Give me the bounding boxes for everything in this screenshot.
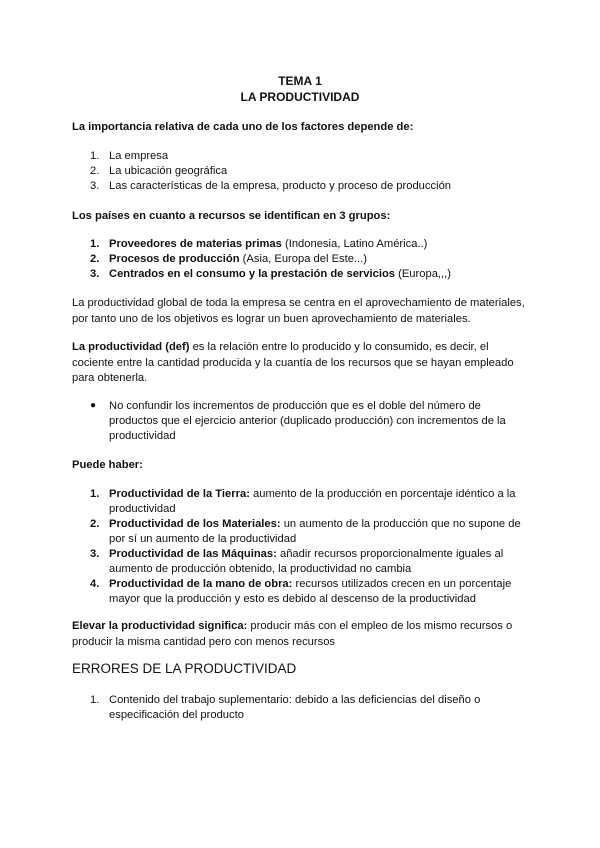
list-item-continued: mayor que la producción y esto es debido al descenso de la productividad [109, 593, 476, 605]
list-item-bold: Centrados en el consumo y la prestación de servicios [109, 268, 396, 280]
paragraph-line: La productividad global de toda la empresa se centra en el aprovechamiento de materiales, [72, 297, 525, 309]
list-number: 2. [90, 518, 100, 530]
paragraph-line: cociente entre la cantidad producida y la cuantía de los recursos que se hayan empleado [72, 357, 514, 369]
list-item: Las características de la empresa, producto y proceso de producción [109, 180, 452, 192]
list-item-rest: (Europa,,,) [395, 268, 451, 280]
list-item-rest: añadir recursos proporcionalmente iguales al [276, 548, 504, 560]
list-number: 1. [90, 694, 100, 706]
list-item-bold: Productividad de la mano de obra: [109, 578, 293, 590]
paragraph-line: producir la misma cantidad pero con menos recursos [72, 636, 336, 648]
paragraph-line [72, 618, 512, 635]
list-number: 3. [90, 548, 100, 560]
list-item-bold: Productividad de la Tierra: [109, 488, 250, 500]
list-item-rest: (Indonesia, Latino América..) [281, 238, 428, 250]
paragraph-text: es la relación entre lo producido y lo consumido, es decir, el [189, 341, 489, 353]
list-number: 1. [90, 150, 100, 162]
definition-term: La productividad (def) [72, 341, 190, 353]
list-item-rest: un aumento de la producción que no supone de [280, 518, 521, 530]
list-number: 3. [90, 180, 100, 192]
list-item-rest: recursos utilizados crecen en un porcentaje [292, 578, 512, 590]
list-item-bold: Proveedores de materias primas [109, 238, 282, 250]
note-line: productividad [109, 430, 176, 442]
list-item-bold: Productividad de las Máquinas: [109, 548, 277, 560]
section4-heading: ERRORES DE LA PRODUCTIVIDAD [72, 661, 297, 676]
list-number: 4. [90, 578, 100, 590]
list-item [109, 266, 451, 283]
list-item-continued: aumento de producción obtenido, la productividad no cambia [109, 563, 412, 575]
list-item-bold: Productividad de los Materiales: [109, 518, 281, 530]
list-item-continued: por sí un aumento de la productividad [109, 533, 297, 545]
list-number: 3. [90, 268, 100, 280]
list-item: La ubicación geográfica [109, 165, 228, 177]
paragraph-line: para obtenerla. [72, 372, 148, 384]
list-item-bold: Procesos de producción [109, 253, 240, 265]
bullet-icon: ● [90, 400, 97, 411]
note-line: No confundir los incrementos de producción que es el doble del número de [109, 400, 481, 412]
list-number: 1. [90, 238, 100, 250]
list-item: La empresa [109, 150, 169, 162]
page-title: TEMA 1 [278, 74, 322, 88]
paragraph-line [72, 339, 489, 356]
list-item: Contenido del trabajo suplementario: debido a las deficiencias del diseño o [109, 694, 481, 706]
note-line: productos que el ejercicio anterior (duplicado producción) con incrementos de la [109, 415, 506, 427]
page-subtitle: LA PRODUCTIVIDAD [240, 90, 360, 104]
list-item-rest: (Asia, Europa del Este...) [239, 253, 368, 265]
list-item-rest: aumento de la producción en porcentaje idéntico a la [249, 488, 516, 500]
paragraph-line: por tanto uno de los objetivos es lograr un buen aprovechamiento de materiales. [72, 313, 471, 325]
list-number: 2. [90, 253, 100, 265]
list-item-continued: productividad [109, 503, 176, 515]
section1-heading: La importancia relativa de cada uno de los factores depende de: [72, 121, 414, 133]
list-number: 2. [90, 165, 100, 177]
section3-heading: Puede haber: [72, 459, 143, 471]
list-number: 1. [90, 488, 100, 500]
paragraph-text: producir más con el empleo de los mismo recursos o [247, 620, 513, 632]
section2-heading: Los países en cuanto a recursos se identifican en 3 grupos: [72, 210, 391, 222]
list-item-continued: especificación del producto [109, 709, 244, 721]
definition-term: Elevar la productividad significa: [72, 620, 248, 632]
